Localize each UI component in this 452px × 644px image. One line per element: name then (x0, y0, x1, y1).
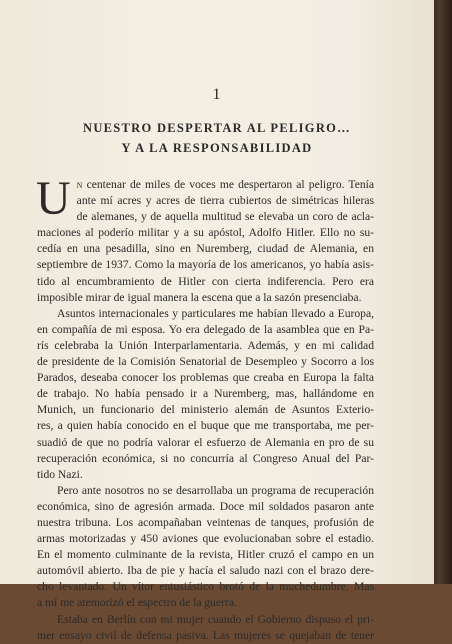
drop-cap: U (36, 172, 71, 225)
text-line: cedía en una pesadilla, sino en Nuremberg, ciudad de Alemania, en (37, 242, 374, 256)
body-text (36, 172, 374, 644)
book-spine-edge (432, 0, 452, 584)
text-line: maciones al poderío militar y a su apóstol, Adolfo Hitler. Ello no su- (37, 226, 374, 240)
text-line: Parados, deseaba conocer los problemas que creaba en Europa la falta (37, 371, 374, 385)
text-line: septiembre de 1937. Como la mayoría de los americanos, yo había asis- (37, 258, 374, 272)
text-line: Munich, un funcionario del ministerio alemán de Asuntos Exterio- (37, 403, 374, 417)
text-line: Estaba en Berlín con mi mujer cuando el Gobierno dispuso el pri- (57, 612, 374, 626)
chapter-number: 1 (212, 86, 222, 103)
text-line: de trabajo. No había pensado ir a Nuremberg, mas, hallándome en (37, 387, 374, 401)
text-line: Asuntos internacionales y particulares me habían llevado a Europa, (57, 306, 374, 320)
text-line: nuestra tribuna. Los acompañaban veintenas de tanques, profusión de (37, 515, 374, 529)
text-line: suadió de que no podría valorar el esfuerzo de Alemania en pro de su (37, 435, 374, 449)
text-line: de alemanes, y de aquella multitud se elevaba un coro de acla- (76, 210, 374, 224)
text-line: a mí me atemorizó el espectro de la guerra. (37, 596, 237, 610)
text-line: res, a quien había conocido en el buque que me transportaba, me per- (37, 419, 374, 433)
text-line: tido al encumbramiento de Hitler con cierta indiferencia. Pero era (37, 274, 374, 288)
text-line: en compañía de mi esposa. Yo era delegado de la asamblea que en Pa- (37, 322, 374, 336)
text-line: automóvil abierto. Iba de pie y hacía el saludo nazi con el brazo dere- (37, 564, 374, 578)
text-line: ante mí acres y acres de tierra cubiertos de simétricas hileras (76, 194, 374, 208)
text-line: cho levantado. Un vítor entusiástico brotó de la muchedumbre. Mas (37, 580, 374, 594)
text-line: Pero ante nosotros no se desarrollaba un programa de recuperación (57, 483, 374, 497)
text-line: armas motorizadas y 450 aviones que evolucionaban sobre el estadio. (37, 532, 374, 546)
text-line: recuperación económica, si no concurría al Congreso Anual del Par- (37, 451, 374, 465)
text-line: n centenar de miles de voces me despertaron al peligro. Tenía (76, 178, 374, 191)
text-line: imposible mirar de igual manera la escena que a la sazón presenciaba. (37, 290, 362, 304)
text-line: En el momento culminante de la revista, Hitler cruzó el campo en un (37, 548, 374, 562)
text-line: mer ensayo civil de defensa pasiva. Las mujeres se quejaban de tener (37, 628, 374, 642)
text-line: de presidente de la Comisión Senatorial de Desempleo y Socorro a los (37, 355, 374, 369)
text-line: económica, sino de agresión armada. Doce mil soldados pasaron ante (37, 499, 374, 513)
text-line: tido Nazi. (37, 467, 83, 481)
chapter-title-line-1: NUESTRO DESPERTAR AL PELIGRO… (83, 121, 351, 135)
text-line: rís celebraba la Unión Interparlamentaria. Además, y en mi calidad (37, 338, 374, 352)
chapter-title-line-2: Y A LA RESPONSABILIDAD (121, 141, 313, 155)
